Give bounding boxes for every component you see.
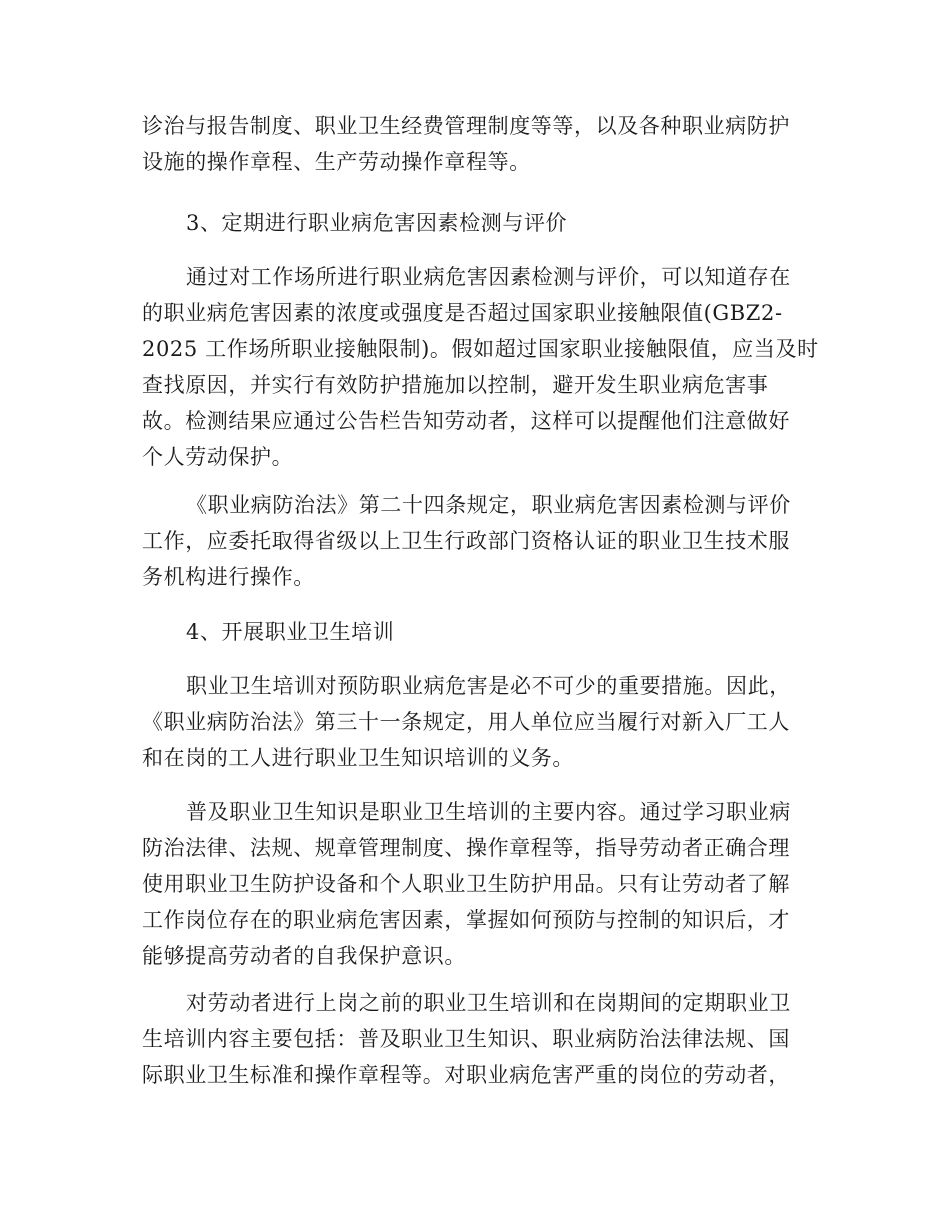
- paragraph-detection: [142, 259, 819, 475]
- text-line: 《职业病防治法》第三十一条规定，用人单位应当履行对新入厂工人: [142, 710, 790, 734]
- text-line: 对劳动者进行上岗之前的职业卫生培训和在岗期间的定期职业卫: [186, 991, 791, 1015]
- paragraph-training-importance: [142, 668, 812, 776]
- text-line: 能够提高劳动者的自我保护意识。: [142, 944, 466, 968]
- heading-text: 4、开展职业卫生培训: [186, 620, 395, 644]
- heading-text: 3、定期进行职业病危害因素检测与评价: [186, 211, 568, 235]
- text-line: 际职业卫生标准和操作章程等。对职业病危害严重的岗位的劳动者，: [142, 1063, 790, 1087]
- section-heading-4: [142, 614, 812, 650]
- paragraph-training-content: [142, 794, 812, 974]
- text-line: 生培训内容主要包括：普及职业卫生知识、职业病防治法律法规、国: [142, 1027, 790, 1051]
- text-line: 设施的操作章程、生产劳动操作章程等。: [142, 150, 531, 174]
- text-line: 通过对工作场所进行职业病危害因素检测与评价，可以知道存在: [186, 265, 791, 289]
- text-line: 职业卫生培训对预防职业病危害是必不可少的重要措施。因此，: [186, 674, 791, 698]
- text-line: 个人劳动保护。: [142, 445, 294, 469]
- text-line: 务机构进行操作。: [142, 565, 315, 589]
- text-line: 故。检测结果应通过公告栏告知劳动者，这样可以提醒他们注意做好: [142, 409, 790, 433]
- text-line: 普及职业卫生知识是职业卫生培训的主要内容。通过学习职业病: [186, 800, 791, 824]
- text-line: 工作岗位存在的职业病危害因素，掌握如何预防与控制的知识后，才: [142, 908, 790, 932]
- text-line: 和在岗的工人进行职业卫生知识培训的义务。: [142, 746, 574, 770]
- paragraph-law-article-24: [142, 487, 812, 595]
- text-line: 《职业病防治法》第二十四条规定，职业病危害因素检测与评价: [186, 493, 791, 517]
- paragraph-pre-job-training: [142, 985, 812, 1093]
- paragraph-continuation: [142, 108, 812, 180]
- text-line: 查找原因，并实行有效防护措施加以控制，避开发生职业病危害事: [142, 373, 769, 397]
- text-line: 2025 工作场所职业接触限制)。假如超过国家职业接触限值，应当及时: [142, 337, 819, 361]
- text-line: 的职业病危害因素的浓度或强度是否超过国家职业接触限值(GBZ2-: [142, 301, 783, 325]
- text-line: 使用职业卫生防护设备和个人职业卫生防护用品。只有让劳动者了解: [142, 872, 790, 896]
- text-line: 诊治与报告制度、职业卫生经费管理制度等等，以及各种职业病防护: [142, 114, 790, 138]
- section-heading-3: [142, 205, 812, 241]
- text-line: 防治法律、法规、规章管理制度、操作章程等，指导劳动者正确合理: [142, 836, 790, 860]
- text-line: 工作，应委托取得省级以上卫生行政部门资格认证的职业卫生技术服: [142, 529, 790, 553]
